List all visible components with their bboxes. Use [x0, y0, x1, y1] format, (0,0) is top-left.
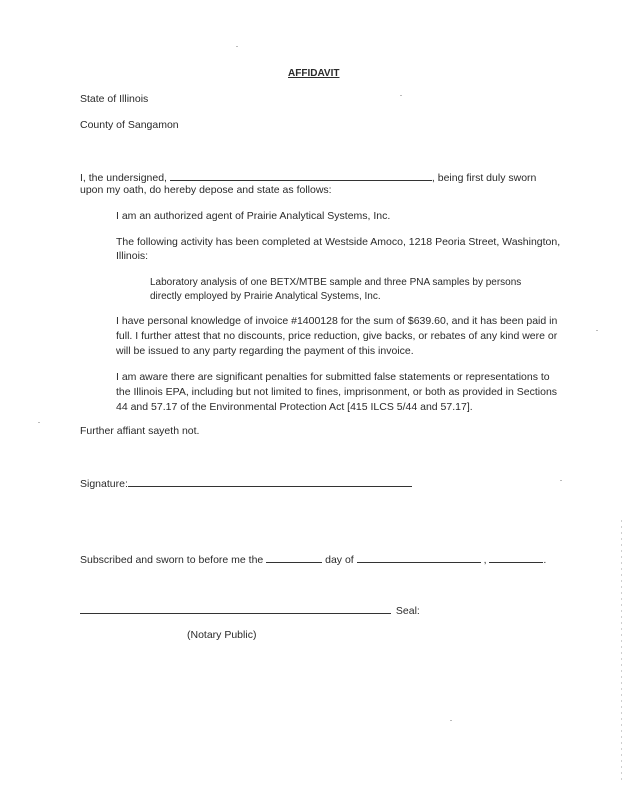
intro-text-start: I, the undersigned, [80, 172, 167, 184]
seal-label: Seal: [395, 605, 420, 617]
penalty-statement-line-1: I am aware there are significant penalties for submitted false statements or representations to [116, 371, 550, 383]
comma-text: , [483, 554, 487, 566]
scan-speck [236, 46, 238, 47]
activity-description-line-2: directly employed by Prairie Analytical Systems, Inc. [150, 291, 381, 302]
document-title: AFFIDAVIT [288, 68, 340, 79]
signature-label: Signature: [80, 478, 128, 490]
notary-public-label: (Notary Public) [187, 629, 257, 641]
penalty-statement-line-2: the Illinois EPA, including but not limited to fines, imprisonment, or both as provided in Sections [116, 386, 558, 398]
scan-speck [450, 720, 452, 721]
activity-statement-line-1: The following activity has been completed at Westside Amoco, 1218 Peoria Street, Washington, [116, 236, 561, 248]
year-blank[interactable] [489, 552, 543, 563]
day-blank[interactable] [266, 552, 322, 563]
state-line: State of Illinois [80, 93, 149, 105]
month-blank[interactable] [357, 552, 481, 563]
scan-speck [596, 330, 598, 331]
invoice-statement-line-1: I have personal knowledge of invoice #1400128 for the sum of $639.60, and it has been paid in [116, 315, 558, 327]
intro-text-end: , being first duly sworn [431, 172, 537, 184]
activity-description-line-1: Laboratory analysis of one BETX/MTBE sample and three PNA samples by persons [150, 277, 522, 288]
intro-line-2: upon my oath, do hereby depose and state as follows: [80, 184, 332, 196]
scan-edge-artifact [621, 520, 622, 780]
activity-statement-line-2: Illinois: [116, 250, 149, 262]
further-affiant-line: Further affiant sayeth not. [80, 425, 200, 437]
undersigned-name-blank[interactable] [170, 170, 432, 181]
notary-signature-blank[interactable] [80, 603, 391, 614]
intro-line-1 [80, 170, 536, 185]
agent-statement: I am an authorized agent of Prairie Analytical Systems, Inc. [116, 210, 391, 222]
penalty-statement-line-3: 44 and 57.17 of the Environmental Protection Act [415 ILCS 5/44 and 57.17]. [116, 401, 473, 413]
subscribed-text: Subscribed and sworn to before me the [80, 554, 264, 566]
day-of-text: day of [325, 554, 354, 566]
period-text: . [543, 554, 547, 566]
signature-line [80, 476, 412, 491]
county-line: County of Sangamon [80, 119, 179, 131]
scan-speck [38, 422, 40, 423]
scan-speck [400, 95, 402, 96]
invoice-statement-line-2: full. I further attest that no discounts, price reduction, give backs, or rebates of any kind were or [116, 330, 558, 342]
scan-speck [560, 480, 562, 481]
invoice-statement-line-3: will be issued to any party regarding the payment of this invoice. [116, 345, 414, 357]
signature-blank[interactable] [128, 476, 412, 487]
notary-line [80, 603, 420, 618]
subscribed-line [80, 552, 546, 567]
